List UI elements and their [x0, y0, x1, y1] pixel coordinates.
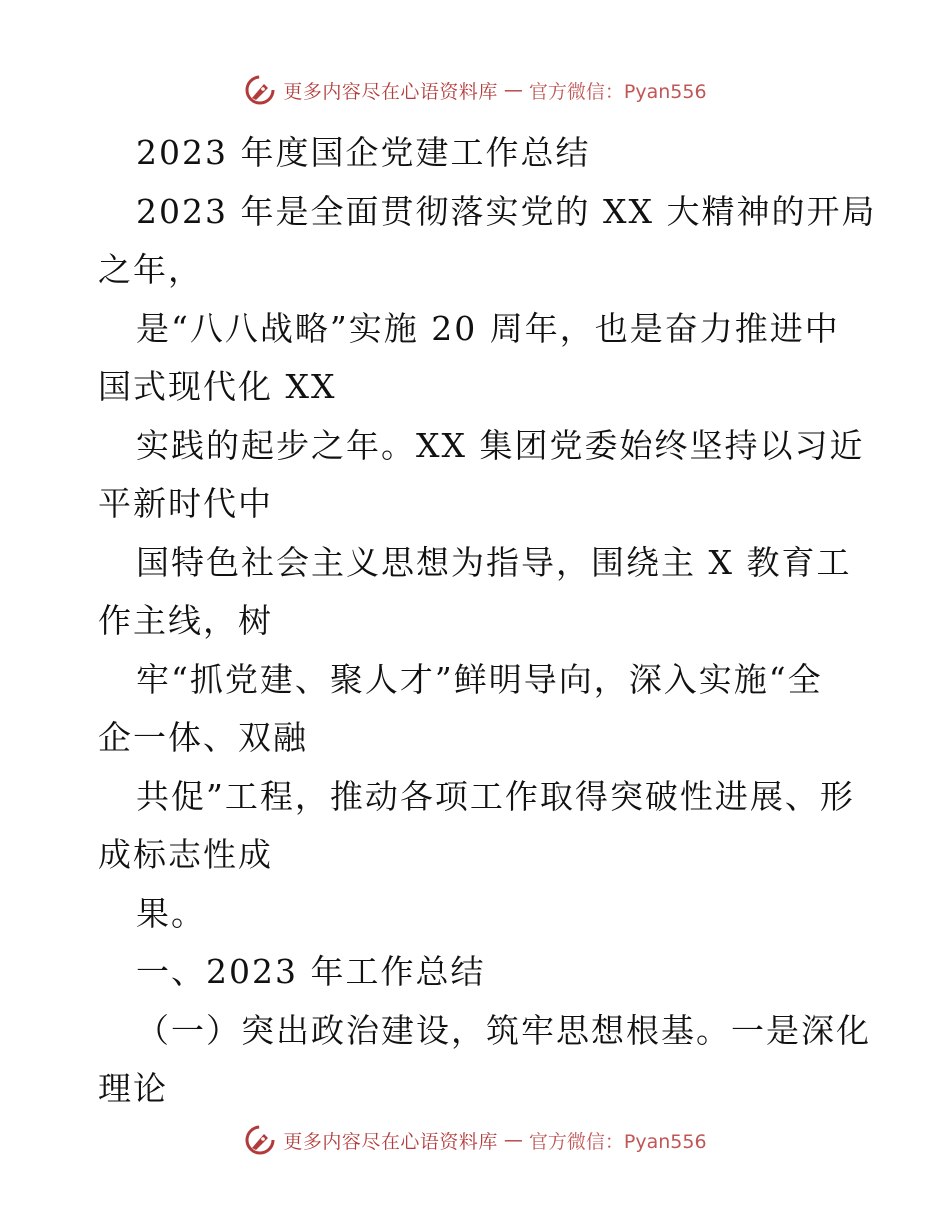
document-line: 理论 — [98, 1069, 168, 1108]
watermark-banner-top — [0, 70, 950, 110]
document-line: 平新时代中 — [98, 484, 273, 523]
document-line: 2023 年是全面贯彻落实党的 XX 大精神的开局 — [136, 191, 877, 231]
document-line: 果。 — [136, 893, 206, 933]
document-line: 之年， — [98, 250, 203, 289]
document-line: 共促”工程，推动各项工作取得突破性进展、形 — [136, 776, 855, 816]
document-line: 2023 年度国企党建工作总结 — [136, 133, 591, 172]
watermark-contact: 官方微信：Pyan556 — [528, 80, 707, 103]
watermark-dash: — — [503, 1129, 523, 1151]
watermark-text: 更多内容尽在心语资料库 — [283, 1130, 498, 1153]
document-line: 作主线，树 — [98, 601, 273, 640]
document-body — [98, 124, 877, 1119]
watermark-dash: — — [503, 79, 523, 101]
document-line: 牢“抓党建、聚人才”鲜明导向，深入实施“全 — [136, 659, 823, 699]
document-line: （一）突出政治建设，筑牢思想根基。一是深化 — [136, 1010, 871, 1050]
watermark-banner-bottom — [0, 1120, 950, 1160]
document-line: 国式现代化 XX — [98, 367, 337, 406]
document-line: 企一体、双融 — [98, 718, 308, 757]
watermark-contact: 官方微信：Pyan556 — [528, 1130, 707, 1153]
watermark-text: 更多内容尽在心语资料库 — [283, 80, 498, 103]
document-line: 是“八八战略”实施 20 周年，也是奋力推进中 — [136, 308, 840, 348]
document-line: 成标志性成 — [98, 835, 273, 874]
document-line: 实践的起步之年。XX 集团党委始终坚持以习近 — [136, 425, 865, 465]
pen-nib-logo-icon — [243, 73, 277, 107]
pen-nib-logo-icon — [243, 1123, 277, 1157]
document-line: 国特色社会主义思想为指导，围绕主 X 教育工 — [136, 542, 852, 582]
document-line: 一、2023 年工作总结 — [136, 952, 486, 991]
